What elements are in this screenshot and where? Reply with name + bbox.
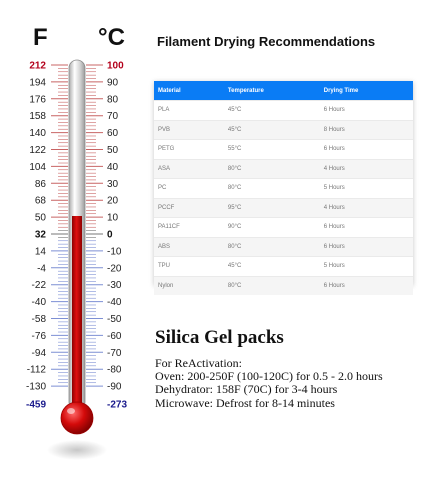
fahrenheit-tick-label: 14 (34, 246, 46, 258)
drying-table (154, 81, 413, 295)
celsius-unit-label: °C (98, 24, 125, 51)
drying-time-cell: 8 Hours (320, 120, 413, 140)
celsius-tick-label: 100 (107, 60, 124, 72)
fahrenheit-tick-label: 194 (29, 77, 46, 89)
fahrenheit-tick-label: -112 (26, 364, 46, 376)
temperature-cell: 80°C (224, 159, 320, 179)
fahrenheit-tick-label: 212 (29, 60, 46, 72)
fahrenheit-tick-label: 86 (34, 178, 46, 190)
drying-time-cell: 6 Hours (320, 237, 413, 257)
column-header-drying-time: Drying Time (320, 81, 413, 101)
temperature-cell: 55°C (224, 140, 320, 160)
temperature-cell: 80°C (224, 237, 320, 257)
celsius-tick-label: -50 (107, 314, 122, 325)
drying-time-cell: 5 Hours (320, 179, 413, 199)
drying-table-card (154, 81, 413, 289)
celsius-tick-label: -90 (107, 381, 122, 393)
table-row (154, 120, 413, 140)
instruction-line: Dehydrator: 158F (70C) for 3-4 hours (155, 382, 338, 397)
celsius-tick-label: 40 (107, 161, 119, 173)
fahrenheit-tick-label: -58 (31, 314, 46, 325)
fahrenheit-tick-label: 158 (29, 111, 46, 123)
celsius-tick-label: 70 (107, 111, 119, 123)
celsius-tick-label: -10 (107, 246, 122, 258)
celsius-tick-label: -30 (107, 280, 122, 292)
fahrenheit-tick-label: 122 (29, 145, 46, 156)
drying-time-cell: 6 Hours (320, 218, 413, 238)
celsius-tick-label: 30 (107, 178, 119, 190)
table-row (154, 179, 413, 199)
celsius-tick-label: 0 (107, 229, 113, 241)
fahrenheit-tick-label: 176 (29, 94, 46, 106)
fahrenheit-tick-label: 140 (29, 128, 46, 140)
table-row (154, 218, 413, 238)
thermometer-graphic (0, 0, 150, 500)
fahrenheit-tick-label: -94 (31, 347, 46, 359)
material-cell: PC (154, 179, 224, 199)
thermometer-bulb (61, 402, 93, 434)
temperature-cell: 80°C (224, 276, 320, 295)
fahrenheit-tick-label: -40 (31, 297, 46, 309)
reactivation-instructions (155, 357, 383, 410)
material-cell: ASA (154, 159, 224, 179)
celsius-tick-label: -273 (107, 399, 128, 411)
fahrenheit-tick-label: -22 (31, 280, 46, 292)
table-row (154, 198, 413, 218)
table-row (154, 101, 413, 121)
temperature-cell: 90°C (224, 218, 320, 238)
fahrenheit-tick-label: -130 (25, 381, 46, 393)
table-row (154, 257, 413, 277)
instruction-line: For ReActivation: (155, 356, 242, 370)
celsius-tick-label: 80 (107, 94, 119, 106)
celsius-tick-label: 60 (107, 128, 119, 140)
table-row (154, 237, 413, 257)
table-row (154, 276, 413, 295)
celsius-tick-label: -60 (107, 330, 122, 342)
column-header-material: Material (154, 81, 224, 101)
fahrenheit-tick-label: 104 (29, 161, 46, 173)
celsius-tick-label: -40 (107, 297, 122, 309)
drying-time-cell: 6 Hours (320, 276, 413, 295)
fahrenheit-tick-label: 32 (34, 229, 46, 241)
material-cell: PETG (154, 140, 224, 160)
temperature-cell: 80°C (224, 179, 320, 199)
temperature-cell: 45°C (224, 101, 320, 121)
material-cell: ABS (154, 237, 224, 257)
fahrenheit-tick-label: -459 (25, 399, 46, 411)
fahrenheit-tick-label: -76 (31, 330, 46, 342)
instruction-line: Oven: 200-250F (100-120C) for 0.5 - 2.0 hours (155, 369, 383, 384)
fahrenheit-tick-label: -4 (37, 263, 46, 275)
mercury-column (72, 216, 82, 412)
temperature-cell: 95°C (224, 198, 320, 218)
instruction-line: Microwave: Defrost for 8-14 minutes (155, 395, 335, 410)
table-row (154, 159, 413, 179)
temperature-cell: 45°C (224, 257, 320, 277)
fahrenheit-tick-label: 50 (34, 212, 46, 224)
celsius-tick-label: 10 (107, 212, 119, 224)
column-header-temperature: Temperature (224, 81, 320, 101)
fahrenheit-unit-label: F (33, 24, 48, 51)
celsius-tick-label: -70 (107, 347, 122, 359)
celsius-tick-label: 90 (107, 77, 119, 89)
table-title: Filament Drying Recommendations (157, 34, 376, 49)
table-header-row (154, 81, 413, 101)
material-cell: PCCF (154, 198, 224, 218)
celsius-tick-label: 50 (107, 145, 119, 156)
material-cell: PLA (154, 101, 224, 121)
material-cell: PVB (154, 120, 224, 140)
drying-time-cell: 6 Hours (320, 140, 413, 160)
fahrenheit-tick-label: 68 (34, 195, 46, 207)
celsius-tick-label: 20 (107, 195, 119, 207)
table-row (154, 140, 413, 160)
material-cell: PA11CF (154, 218, 224, 238)
drying-time-cell: 5 Hours (320, 257, 413, 277)
silica-gel-heading: Silica Gel packs (155, 327, 284, 348)
material-cell: Nylon (154, 276, 224, 295)
celsius-tick-label: -20 (107, 263, 122, 275)
material-cell: TPU (154, 257, 224, 277)
celsius-tick-label: -80 (107, 364, 122, 376)
temperature-cell: 45°C (224, 120, 320, 140)
drying-time-cell: 6 Hours (320, 101, 413, 121)
drying-time-cell: 4 Hours (320, 159, 413, 179)
drying-time-cell: 4 Hours (320, 198, 413, 218)
